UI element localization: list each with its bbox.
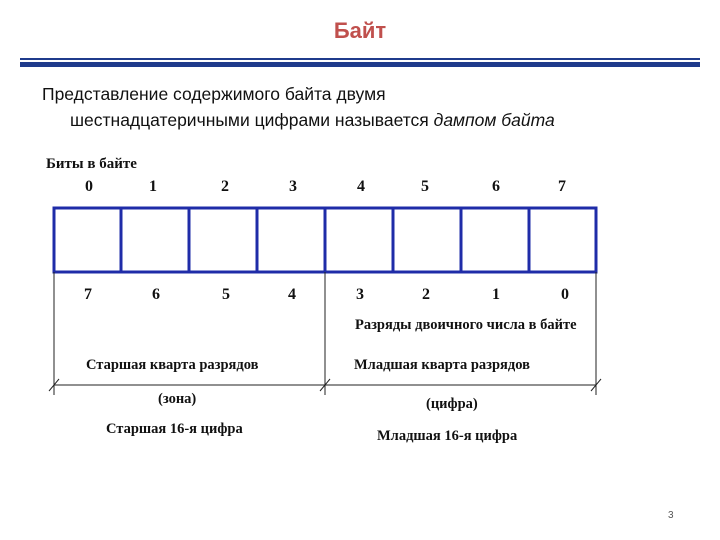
bottom-bit-position: 2 bbox=[422, 286, 430, 303]
top-bit-index: 5 bbox=[421, 178, 429, 195]
bottom-bit-position: 6 bbox=[152, 286, 160, 303]
top-bit-index: 1 bbox=[149, 178, 157, 195]
top-bit-index: 4 bbox=[357, 178, 365, 195]
page-number: 3 bbox=[668, 510, 674, 521]
low-nibble-sub: (цифра) bbox=[426, 396, 478, 412]
bottom-bit-position: 7 bbox=[84, 286, 92, 303]
top-bit-index: 3 bbox=[289, 178, 297, 195]
bottom-bit-position: 0 bbox=[561, 286, 569, 303]
low-nibble-label: Младшая кварта разрядов bbox=[354, 357, 530, 373]
definition-line-2-text: шестнадцатеричными цифрами называется bbox=[70, 110, 434, 130]
bottom-bit-position: 1 bbox=[492, 286, 500, 303]
top-bit-index: 2 bbox=[221, 178, 229, 195]
high-nibble-sub: (зона) bbox=[158, 391, 197, 407]
top-bit-index: 6 bbox=[492, 178, 500, 195]
top-bit-index: 7 bbox=[558, 178, 566, 195]
high-nibble-label: Старшая кварта разрядов bbox=[86, 357, 259, 373]
bottom-bit-position: 4 bbox=[288, 286, 296, 303]
bits-label: Биты в байте bbox=[46, 156, 137, 172]
definition-line-1: Представление содержимого байта двумя bbox=[42, 84, 386, 104]
low-hex-digit-label: Младшая 16-я цифра bbox=[377, 428, 518, 444]
slide-title: Байт bbox=[333, 18, 387, 43]
definition-term: дампом байта bbox=[433, 110, 555, 130]
bottom-bit-position: 5 bbox=[222, 286, 230, 303]
high-hex-digit-label: Старшая 16-я цифра bbox=[106, 421, 243, 437]
top-bit-index: 0 bbox=[85, 178, 93, 195]
positions-caption: Разряды двоичного числа в байте bbox=[355, 317, 577, 333]
bottom-bit-position: 3 bbox=[356, 286, 364, 303]
